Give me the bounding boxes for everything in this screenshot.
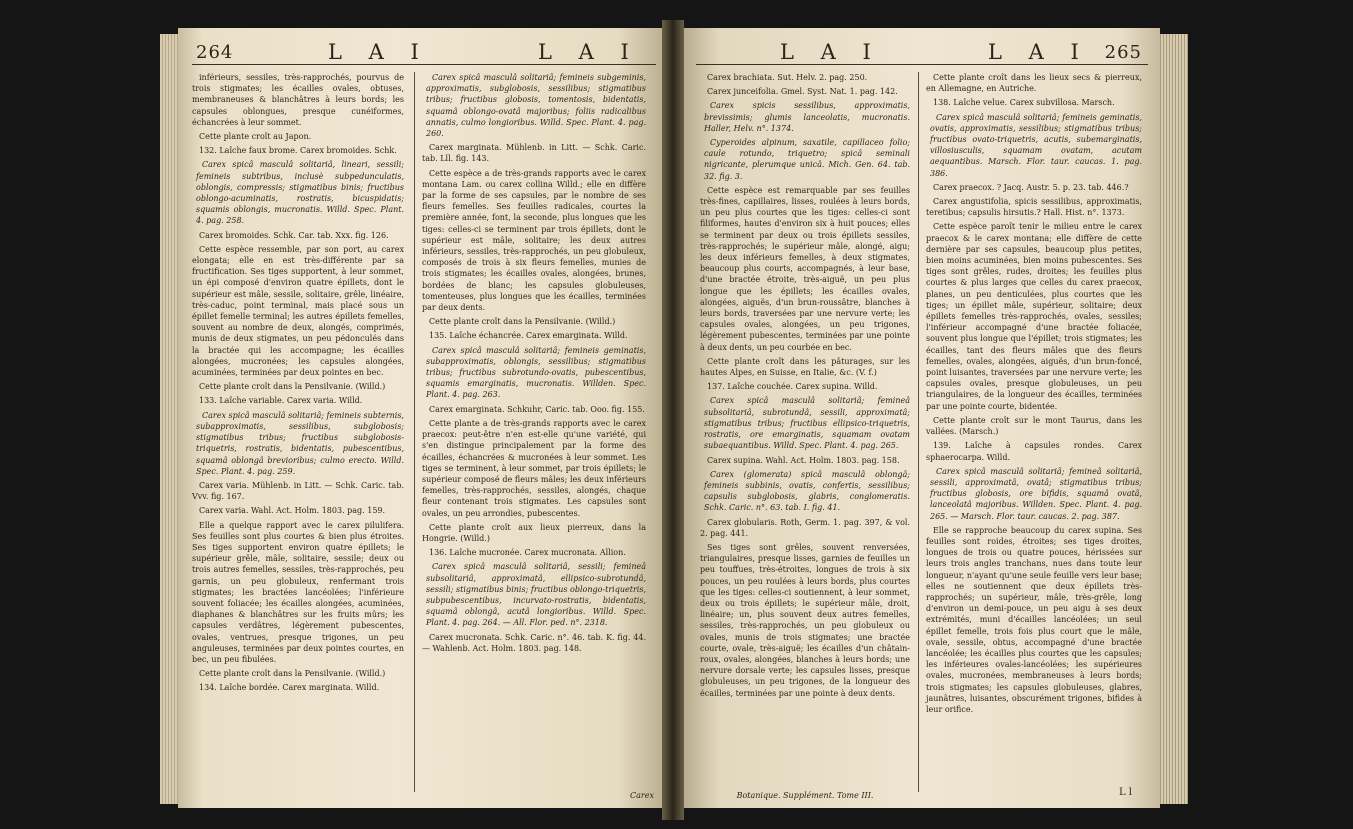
paragraph: Carex spicâ masculâ solitariâ; femineis geminatis, subapproximatis, oblongis, sessilibus; stigmatibus tribus; fructibus subrotundo-ovatis, pubescentibus, squamis emarginatis, mucronatis. Willden. Spec. Plant. 4. pag. 263. (426, 345, 646, 400)
paragraph: Carex bromoides. Schk. Car. tab. Xxx. fig. 126. (199, 230, 389, 240)
paragraph: Cette plante croît dans les lieux secs & pierreux, en Allemagne, en Autriche. (926, 73, 1142, 94)
right-footer: Botanique. Supplément. Tome III. (736, 791, 874, 800)
right-running-head: L A I (780, 40, 881, 64)
right-page-edges (1158, 34, 1188, 804)
left-column-2 (422, 72, 646, 657)
paragraph: Cette espèce paroît tenir le milieu entre le carex praecox & le carex montana; elle diffère de cette dernière par ses capsules, beaucoup plus petites, bien moins acuminées, bien moins pubescentes. Ses tiges sont grêles, rudes, droites; les feuilles plus courtes & plus larges que celles du carex praecox, planes, un peu denticulées, plus courtes que les tiges; un épillet mâle, supérieur, solitaire; deux épillets femelles très-rapprochés, ovales, sessiles; l'inférieur accompagné d'une bractée foliacée, souvent plus longue que l'épillet; trois stigmates; les écailles, tant des fleurs mâles que des fleurs femelles, ovales, alongées, aiguës, d'un brun-foncé, point luisantes, traversées par une nervure verte; les capsules ovales, presque globuleuses, un peu triangulaires, de la longueur des écailles, terminées par une pointe courte, bidentée. (926, 222, 1142, 411)
left-page-header (178, 34, 666, 68)
paragraph: Carex (glomerata) spicâ masculâ oblongâ; femineis subbinis, ovatis, confertis, sessilibus; capsulis subglobosis, glabris, conglomeratis. Schk. Caric. n°. 63. tab. I. fig. 41. (704, 469, 910, 513)
paragraph: Carex spicâ masculâ solitariâ, sessili; femineâ subsolitariâ, approximatâ, ellipsico-subrotundâ, sessili; stigmatibus binis; fructibus oblongo-triquetris, subpubescentibus, incurvato-rostratis, bidentatis, squamâ oblongâ, acutâ longioribus. Willd. Spec. Plant. 4. pag. 264. — All. Flor. ped. n°. 2318. (426, 562, 646, 628)
paragraph: Carex spicâ masculâ solitariâ; femineâ subsolitariâ, subrotundâ, sessili, approximatâ; stigmatibus tribus; fructibus ellipsico-triquetris, rostratis, ore emarginatis, squamam ovatam subaequantibus. Willd. Spec. Plant. 4. pag. 265. (704, 396, 910, 451)
paragraph: Elle se rapproche beaucoup du carex supina. Ses feuilles sont roides, étroites; ses tiges droites, longues de trois ou quatre pouces, hérissées sur leurs trois angles tranchans, nues dans toute leur longueur, n'ayant qu'une seule feuille vers leur base; elles ne soutiennent que deux épillets très-rapprochés; un supérieur, mâle, très-grêle, long d'environ un demi-pouce, un peu aigu à ses deux extrémités, muni d'écailles lancéolées; un seul épillet femelle, trois fois plus court que le mâle, ovale, sessile, obtus, accompagné d'une bractée lancéolée; les écailles plus courtes que les capsules; les inférieures ovales-lancéolées; les supérieures ovales, mucronées, membraneuses à leurs bords; trois stigmates; les capsules globuleuses, glabres, jaunâtres, luisantes, obscurément trigones, bifides à leur orifice. (926, 525, 1142, 714)
paragraph: Elle a quelque rapport avec le carex pilulifera. Ses feuilles sont plus courtes & bien plus étroites. Ses tiges supportent environ quatre épillets; le supérieur grêle, mâle, solitaire, sessile; deux ou trois autres femelles, sessiles, très-rapprochés, peu garnis, un peu globuleux, renfermant trois stigmates; les bractées lancéolées; l'inférieure souvent foliacée; les écailles alongées, acuminées, diaphanes & blanchâtres sur les fruits mûrs; les capsules verdâtres, légèrement pubescentes, ovales, ventrues, presque trigones, un peu anguleuses, terminées par deux pointes courtes, en bec, un peu fibulées. (192, 520, 404, 664)
paragraph: Cette plante croît dans les pâturages, sur les hautes Alpes, en Suisse, en Italie, &c. (V. f.) (700, 356, 910, 378)
paragraph: Cette plante a de très-grands rapports avec le carex praecox: peut-être n'en est-elle qu'une variété, qui s'en distingue principalement par la forme des écailles, échancrées & mucronées à leur sommet. Les tiges se terminent, à leur sommet, par trois épillets; le supérieur composé de fleurs mâles; les deux inférieurs femelles, très-rapprochés, sessiles, alongés, chaque fleur contenant trois stigmates. Les capsules sont ovales, un peu arrondies, pubescentes. (422, 418, 646, 518)
paragraph: 138. Laîche velue. Carex subvillosa. Marsch. (933, 98, 1115, 108)
paragraph: Carex spicâ masculâ solitariâ; femineâ solitariâ, sessili, approximatâ, ovatâ; stigmatibus tribus; fructibus globosis, ore bifidis, squamâ ovatâ, lanceolatâ majoribus. Willden. Spec. Plant. 4. pag. 265. — Marsch. Flor. taur. caucas. 2. pag. 387. (930, 466, 1142, 521)
right-column-2 (926, 72, 1142, 718)
paragraph: 133. Laîche variable. Carex varia. Willd. (199, 396, 363, 406)
right-header-rule (696, 64, 1148, 65)
paragraph: Carex globularis. Roth, Germ. 1. pag. 397, & vol. 2. pag. 441. (700, 517, 910, 538)
book-gutter (662, 20, 684, 820)
paragraph: 135. Laîche échancrée. Carex emarginata. Willd. (429, 331, 628, 341)
right-page (680, 28, 1160, 808)
paragraph: inférieurs, sessiles, très-rapprochés, pourvus de trois stigmates; les écailles ovales, obtuses, membraneuses & blanchâtres à leurs bords; les capsules oblongues, presque cunéiformes, échancrées à leur sommet. (192, 73, 404, 127)
left-page (178, 28, 666, 808)
paragraph: Cette espèce ressemble, par son port, au carex elongata; elle en est très-différente par sa fructification. Ses tiges supportent, à leur sommet, un épi composé d'environ quatre épillets, dont le supérieur est mâle, sessile, solitaire, grêle, linéaire, très-caduc, point terminal, mais placé sous un épillet femelle terminal; les autres épillets femelles, souvent au nombre de deux, alongés, comprimés, munis de deux stigmates, un peu pédonculés dans la bractée qui les accompagne; les écailles alongées, mucronées; les capsules alongées, acuminées, terminées par deux pointes en bec. (192, 244, 404, 378)
paragraph: Carex varia. Mühlenb. in Litt. — Schk. Caric. tab. Vvv. fig. 167. (192, 480, 404, 502)
paragraph: Cette plante croît sur le mont Taurus, dans les vallées. (Marsch.) (926, 415, 1142, 437)
paragraph: Carex spicâ masculâ solitariâ; femineis subgeminis, approximatis, subglobosis, sessilibus; stigmatibus tribus; fructibus globosis, tomentosis, bidentatis, squamâ oblongo-ovatâ majoribus; foliis radicalibus annatis, culmo longioribus. Willd. Spec. Plant. 4. pag. 260. (426, 73, 646, 139)
paragraph: Carex praecox. ? Jacq. Austr. 5. p. 23. tab. 446.? (933, 182, 1129, 192)
left-header-rule (192, 64, 656, 65)
paragraph: Cette plante croît dans la Pensilvanie. (Willd.) (199, 669, 386, 679)
paragraph: 137. Laîche couchée. Carex supina. Willd. (707, 382, 878, 392)
right-page-header (680, 34, 1160, 68)
left-page-edges (160, 34, 180, 804)
right-signature: L l (1118, 787, 1132, 798)
left-column-1 (192, 72, 404, 697)
right-column-1 (700, 72, 910, 702)
paragraph: Cette plante croît aux lieux pierreux, dans la Hongrie. (Willd.) (422, 522, 646, 543)
left-running-head: L A I (328, 40, 429, 64)
left-catchword: Carex (630, 791, 654, 800)
right-running-head-2: L A I (988, 40, 1089, 64)
paragraph: Carex spicis sessilibus, approximatis, brevissimis; glumis lanceolatis, mucronatis. Haller, Helv. n°. 1374. (704, 101, 910, 133)
paragraph: Cette plante croît dans la Pensilvanie. (Willd.) (429, 317, 616, 327)
paragraph: Cette plante croît dans la Pensilvanie. (Willd.) (199, 382, 386, 392)
paragraph: Carex varia. Wahl. Act. Holm. 1803. pag. 159. (199, 506, 386, 516)
paragraph: 139. Laîche à capsules rondes. Carex sphaerocarpa. Willd. (926, 441, 1142, 462)
paragraph: 134. Laîche bordée. Carex marginata. Willd. (199, 683, 380, 693)
paragraph: Carex marginata. Mühlenb. in Litt. — Schk. Caric. tab. Lll. fig. 143. (422, 143, 646, 164)
paragraph: Carex brachiata. Sut. Helv. 2. pag. 250. (707, 73, 868, 82)
paragraph: Carex emarginata. Schkuhr, Caric. tab. Ooo. fig. 155. (429, 404, 645, 414)
paragraph: Carex spicâ masculâ solitariâ; femineis subternis, subapproximatis, sessilibus, subglobosis; stigmatibus tribus; fructibus subglobosis-triquetris, rostratis, bidentatis, pubescentibus, squamâ oblongâ brevioribus; culmo erecto. Willd. Spec. Plant. 4. pag. 259. (196, 410, 404, 476)
right-column-divider (918, 72, 919, 792)
paragraph: Carex mucronata. Schk. Caric. n°. 46. tab. K. fig. 44. — Wahlenb. Act. Holm. 1803. pag. 148. (422, 632, 646, 653)
paragraph: Cette plante croît au Japon. (199, 132, 312, 142)
paragraph: Carex spicâ masculâ solitariâ; femineis geminatis, ovatis, approximatis, sessilibus; stigmatibus tribus; fructibus ovato-triquetris, acutis, subemarginatis, villosiusculis, squamam ovatam, acutam aequantibus. Marsch. Flor. taur. caucas. 1. pag. 386. (930, 112, 1142, 178)
left-page-number: 264 (196, 42, 234, 63)
left-column-divider (414, 72, 415, 792)
paragraph: Cette espèce a de très-grands rapports avec le carex montana Lam. ou carex collina Willd.; elle en diffère par la forme de ses capsules, par le nombre de ses fleurs femelles. Ses feuilles radicales, courtes la première année, font, la seconde, plus longues que les tiges: celles-ci se terminent par trois épillets, dont le supérieur est mâle, solitaire; les deux autres inférieurs, sessiles, très-rapprochés, un peu globuleux, composés de trois à six fleurs femelles, munies de trois stigmates; les écailles ovales, alongées, brunes, bordées de blanc; les capsules globuleuses, tomenteuses, plus longues que les écailles, terminées par deux dents. (422, 168, 646, 313)
paragraph: Carex spicâ masculâ solitariâ, lineari, sessili; femineis subtribus, inclusè subpedunculatis, oblongis, compressis; stigmatibus binis; fructibus oblongo-acuminatis, rostratis, bicuspidatis; squamis oblongis, mucronatis. Willd. Spec. Plant. 4. pag. 258. (196, 160, 404, 226)
paragraph: Ses tiges sont grêles, souvent renversées, triangulaires, presque lisses, garnies de feuilles un peu touffues, très-étroites, longues de trois à six pouces, un peu roulées à leurs bords, plus courtes que les tiges: celles-ci soutiennent, à leur sommet, deux ou trois épillets; le supérieur mâle, droit, linéaire; un, plus souvent deux autres femelles, sessiles, très-rapprochés, un peu globuleux ou ovales, munis de trois stigmates; une bractée courte, ovale, très-aiguë; les écailles d'un châtain-roux, ovales, alongées, blanches à leurs bords; une nervure dorsale verte; les capsules lisses, presque globuleuses, un peu trigones, de la longueur des écailles, terminées par une pointe à deux dents. (700, 542, 910, 698)
paragraph: Carex angustifolia, spicis sessilibus, approximatis, teretibus; capsulis hirsutis.? Hall. Hist. n°. 1373. (926, 197, 1142, 218)
paragraph: Carex junceifolia. Gmel. Syst. Nat. 1. pag. 142. (707, 87, 898, 97)
paragraph: 132. Laîche faux brome. Carex bromoides. Schk. (199, 146, 397, 156)
right-page-footer-area (700, 787, 910, 800)
paragraph: 136. Laîche mucronée. Carex mucronata. Allion. (429, 548, 626, 558)
right-page-number: 265 (1104, 42, 1142, 63)
paragraph: Cyperoides alpinum, saxatile, capillaceo folio; caule rotundo, triquetro; spicâ seminali nigricante, plerumque unicâ. Mich. Gen. 64. tab. 32. fig. 3. (704, 138, 910, 181)
paragraph: Carex supina. Wahl. Act. Holm. 1803. pag. 158. (707, 455, 900, 465)
left-running-head-2: L A I (538, 40, 639, 64)
paragraph: Cette espèce est remarquable par ses feuilles très-fines, capillaires, lisses, roulées à leurs bords, un peu plus courtes que les tiges: celles-ci sont filiformes, hautes d'environ six à huit pouces; elles se terminent par deux ou trois épillets sessiles, très-rapprochés; le supérieur mâle, alongé, aigu; les deux inférieurs femelles, à deux stigmates, beaucoup plus courts, accompagnés, à leur base, d'une bractée étroite, très-aiguë, un peu plus longue que les épillets; les écailles ovales, alongées, aiguës, d'un brun-roussâtre, blanches à leurs bords, traversées par une nervure verte; les capsules ovales, alongées, un peu trigones, légèrement pubescentes, terminées par une pointe à deux dents, un peu courbée en bec. (700, 185, 910, 352)
